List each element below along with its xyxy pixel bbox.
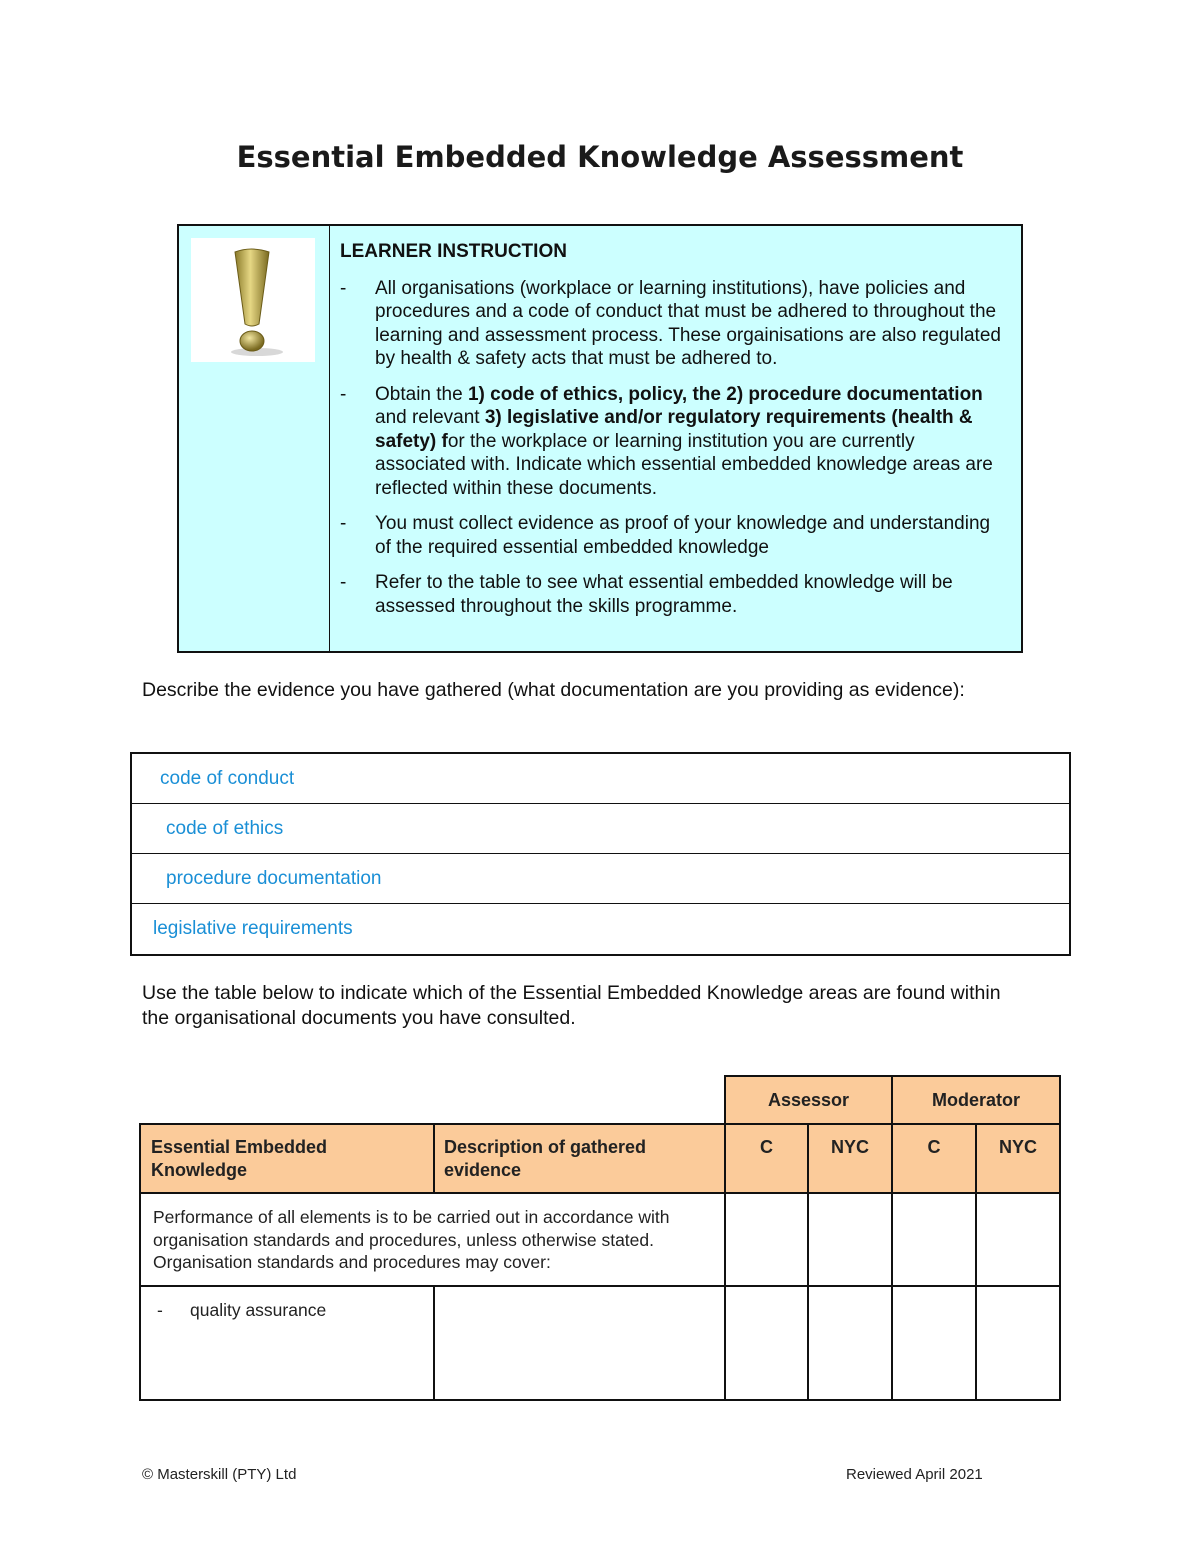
intro-row-text: Performance of all elements is to be carried out in accordance with organisation standards and procedures, unless otherwise stated. Organisation standards and procedures may cover: <box>139 1192 726 1287</box>
instruction-content <box>330 226 1021 651</box>
evidence-field[interactable]: procedure documentation <box>132 854 1069 904</box>
header-assessor-nyc: NYC <box>807 1123 893 1194</box>
evidence-field[interactable]: legislative requirements <box>153 918 353 939</box>
footer-reviewed-date: Reviewed April 2021 <box>846 1466 983 1483</box>
header-moderator-c: C <box>891 1123 977 1194</box>
assessor-nyc-cell[interactable] <box>807 1285 893 1401</box>
knowledge-item-quality-assurance: - quality assurance <box>139 1285 435 1401</box>
header-knowledge: Essential Embedded Knowledge <box>139 1123 435 1194</box>
describe-evidence-prompt: Describe the evidence you have gathered (what documentation are you providing as evidence): <box>142 679 965 701</box>
assessor-c-cell[interactable] <box>724 1285 809 1401</box>
moderator-c-cell[interactable] <box>891 1285 977 1401</box>
evidence-field[interactable]: code of ethics <box>132 804 1069 854</box>
learner-instruction-box <box>177 224 1023 653</box>
instruction-bullet: - You must collect evidence as proof of your knowledge and understanding of the required essential embedded knowledge <box>340 513 991 558</box>
assessor-c-cell[interactable] <box>724 1192 809 1287</box>
header-assessor-c: C <box>724 1123 809 1194</box>
moderator-nyc-cell[interactable] <box>975 1192 1061 1287</box>
instruction-heading: LEARNER INSTRUCTION <box>340 241 567 262</box>
header-description: Description of gathered evidence <box>433 1123 726 1194</box>
evidence-description-cell[interactable] <box>433 1285 726 1401</box>
footer-copyright: © Masterskill (PTY) Ltd <box>142 1466 297 1483</box>
evidence-list <box>130 752 1071 956</box>
evidence-field[interactable]: code of conduct <box>132 754 1069 804</box>
instruction-bullet: - All organisations (workplace or learning institutions), have policies and procedures and a code of conduct that must be adhered to throughout the learning and assessment process. These orgainisations are also regulated by health & safety acts that must be adhered to. <box>340 277 1001 369</box>
instruction-bullet: - Refer to the table to see what essential embedded knowledge will be assessed throughout the skills programme. <box>340 572 953 617</box>
exclamation-icon <box>191 238 315 362</box>
instruction-bullet: - Obtain the 1) code of ethics, policy, the 2) procedure documentation and relevant 3) legislative and/or regulatory requirements (health & safety) for the workplace or learning institution you are currently associated with. Indicate which essential embedded knowledge areas are reflected within these documents. <box>340 383 993 499</box>
assessor-nyc-cell[interactable] <box>807 1192 893 1287</box>
page-title: Essential Embedded Knowledge Assessment <box>236 140 964 174</box>
header-moderator-nyc: NYC <box>975 1123 1061 1194</box>
moderator-nyc-cell[interactable] <box>975 1285 1061 1401</box>
instruction-icon-cell <box>179 226 330 651</box>
moderator-group-header: Moderator <box>891 1075 1061 1125</box>
table-instruction-prompt: Use the table below to indicate which of the Essential Embedded Knowledge areas are found within the organisational documents you have consulted. <box>142 982 1001 1029</box>
assessor-group-header: Assessor <box>724 1075 893 1125</box>
moderator-c-cell[interactable] <box>891 1192 977 1287</box>
